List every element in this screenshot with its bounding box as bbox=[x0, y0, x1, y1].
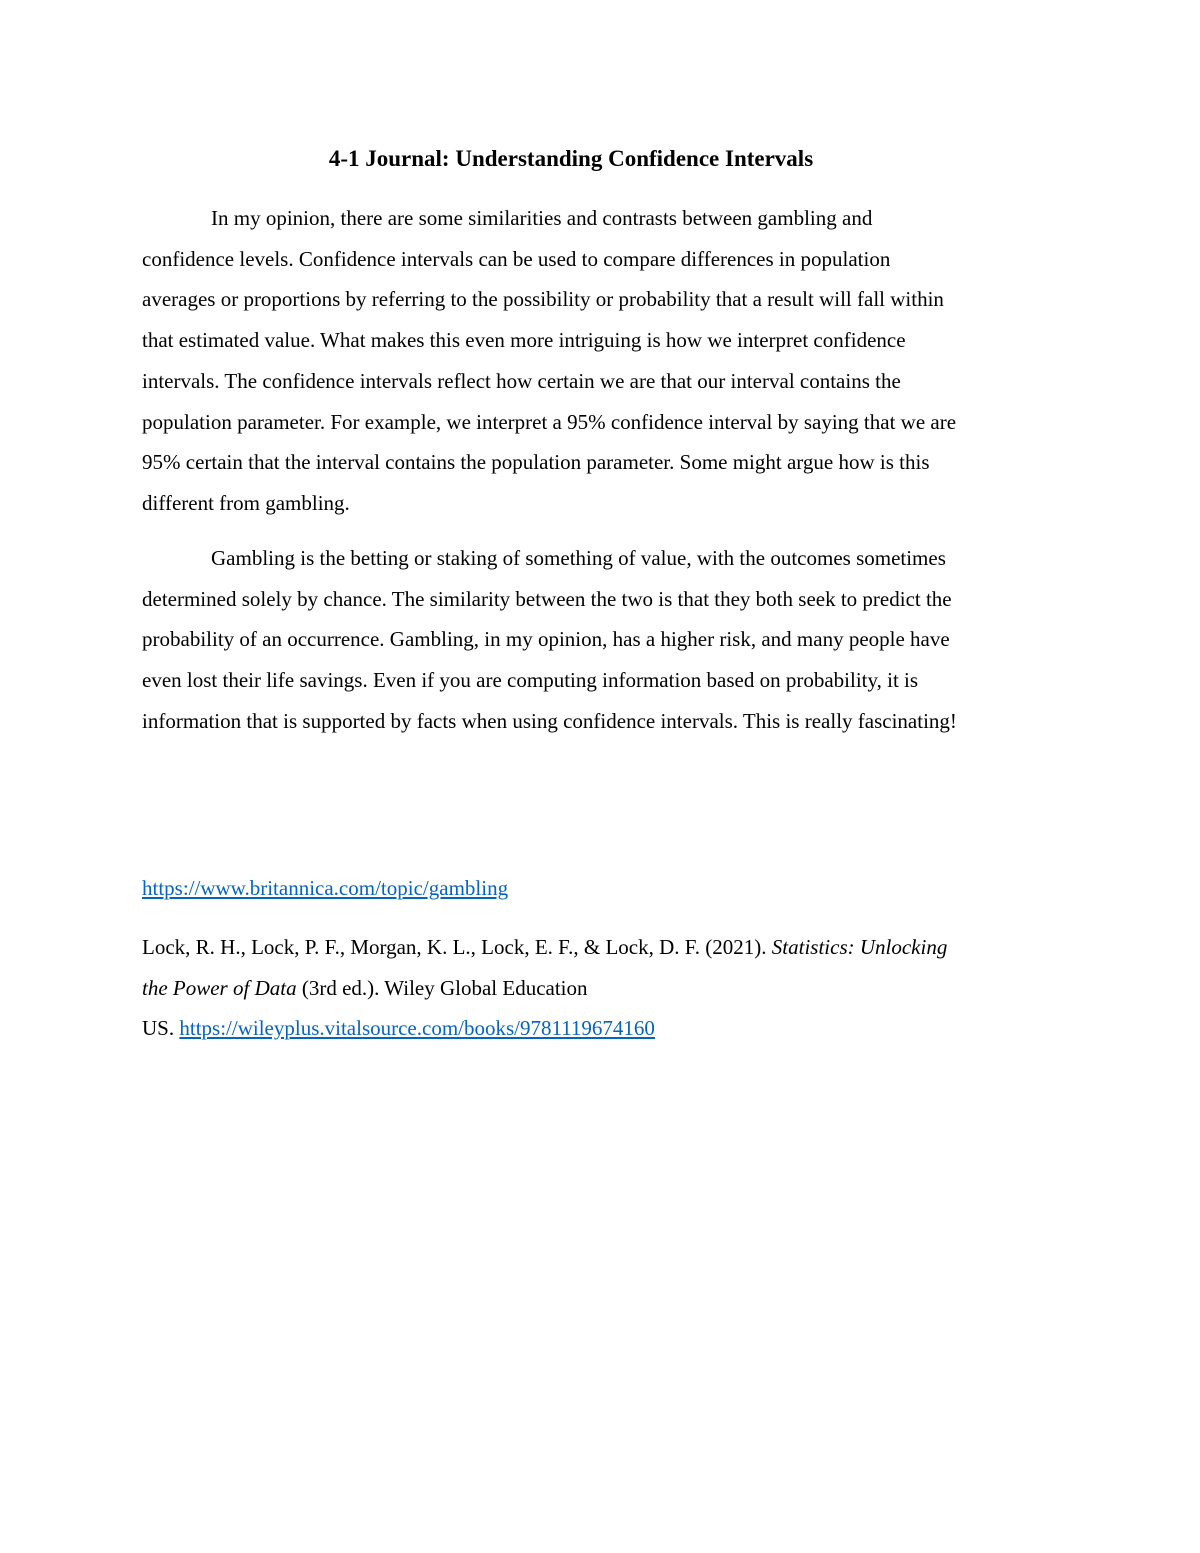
paragraph-1-line-1: In my opinion, there are some similarities and contrasts between gambling and bbox=[211, 206, 873, 230]
paragraph-1-line-7: 95% certain that the interval contains the population parameter. Some might argue how is this bbox=[142, 450, 930, 475]
paragraph-1-line-8: different from gambling. bbox=[142, 490, 350, 515]
paragraph-2-line-4: even lost their life savings. Even if you are computing information based on probability, it is bbox=[142, 668, 919, 693]
paragraph-2-line-5: information that is supported by facts when using confidence intervals. This is really fascinating! bbox=[142, 708, 957, 733]
paragraph-1-line-6: population parameter. For example, we interpret a 95% confidence interval by saying that we are bbox=[142, 409, 957, 434]
wileyplus-link[interactable]: https://wileyplus.vitalsource.com/books/9781119674160 bbox=[179, 1016, 655, 1040]
reference-2-edition-publisher: (3rd ed.). Wiley Global Education bbox=[296, 975, 588, 1000]
paragraph-2 bbox=[142, 538, 1062, 742]
document-title: 4-1 Journal: Understanding Confidence Intervals bbox=[328, 146, 814, 171]
reference-1 bbox=[142, 872, 508, 904]
paragraph-1-line-3: averages or proportions by referring to the possibility or probability that a result will fall within bbox=[142, 287, 944, 312]
paragraph-2-line-3: probability of an occurrence. Gambling, in my opinion, has a higher risk, and many people have bbox=[142, 627, 950, 652]
paragraph-1-line-2: confidence levels. Confidence intervals can be used to compare differences in population bbox=[142, 246, 891, 271]
paragraph-2-line-1: Gambling is the betting or staking of something of value, with the outcomes sometimes bbox=[211, 546, 946, 570]
britannica-link[interactable]: https://www.britannica.com/topic/gambling bbox=[142, 876, 509, 900]
reference-2-title-part-2: the Power of Data bbox=[142, 975, 297, 1000]
reference-2 bbox=[142, 927, 1082, 1049]
paragraph-1-line-5: intervals. The confidence intervals reflect how certain we are that our interval contains the bbox=[142, 368, 901, 393]
paragraph-2-line-2: determined solely by chance. The similarity between the two is that they both seek to predict the bbox=[142, 586, 952, 611]
reference-2-us: US. bbox=[142, 1016, 180, 1040]
paragraph-1-line-4: that estimated value. What makes this even more intriguing is how we interpret confidence bbox=[142, 328, 906, 353]
reference-2-authors: Lock, R. H., Lock, P. F., Morgan, K. L., Lock, E. F., & Lock, D. F. (2021). bbox=[142, 935, 772, 959]
paragraph-1 bbox=[142, 198, 1062, 524]
reference-2-title-part-1: Statistics: Unlocking bbox=[771, 935, 948, 959]
